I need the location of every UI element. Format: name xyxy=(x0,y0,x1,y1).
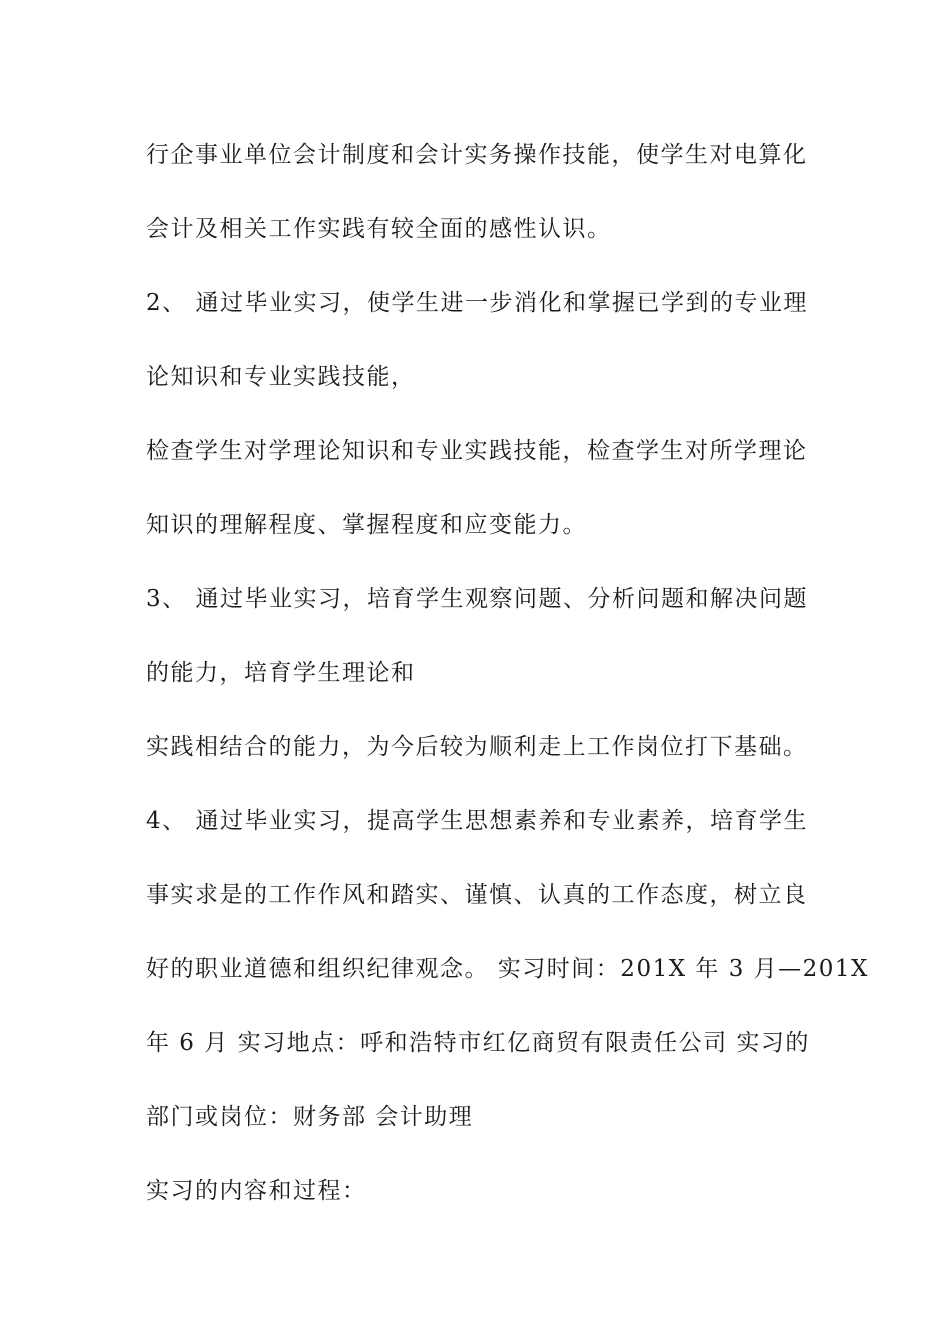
text-line: 行企事业单位会计制度和会计实务操作技能，使学生对电算化 xyxy=(146,142,808,168)
text-line: 事实求是的工作作风和踏实、谨慎、认真的工作态度，树立良 xyxy=(146,882,808,908)
text-line: 部门或岗位：财务部 会计助理 xyxy=(146,1104,474,1130)
text-line: 会计及相关工作实践有较全面的感性认识。 xyxy=(146,216,612,242)
text-line: 实践相结合的能力，为今后较为顺利走上工作岗位打下基础。 xyxy=(146,734,808,760)
text-line: 4、 通过毕业实习，提高学生思想素养和专业素养，培育学生 xyxy=(146,808,808,834)
text-line: 好的职业道德和组织纪律观念。 实习时间：201X 年 3 月—201X xyxy=(146,956,869,982)
text-line: 的能力，培育学生理论和 xyxy=(146,660,416,686)
text-line: 年 6 月 实习地点：呼和浩特市红亿商贸有限责任公司 实习的 xyxy=(146,1030,810,1056)
text-line: 实习的内容和过程： xyxy=(146,1178,367,1204)
text-line: 知识的理解程度、掌握程度和应变能力。 xyxy=(146,512,587,538)
text-line: 检查学生对学理论知识和专业实践技能，检查学生对所学理论 xyxy=(146,438,808,464)
text-line: 论知识和专业实践技能， xyxy=(146,364,416,390)
text-line: 2、 通过毕业实习，使学生进一步消化和掌握已学到的专业理 xyxy=(146,290,808,316)
text-line: 3、 通过毕业实习，培育学生观察问题、分析问题和解决问题 xyxy=(146,586,808,612)
